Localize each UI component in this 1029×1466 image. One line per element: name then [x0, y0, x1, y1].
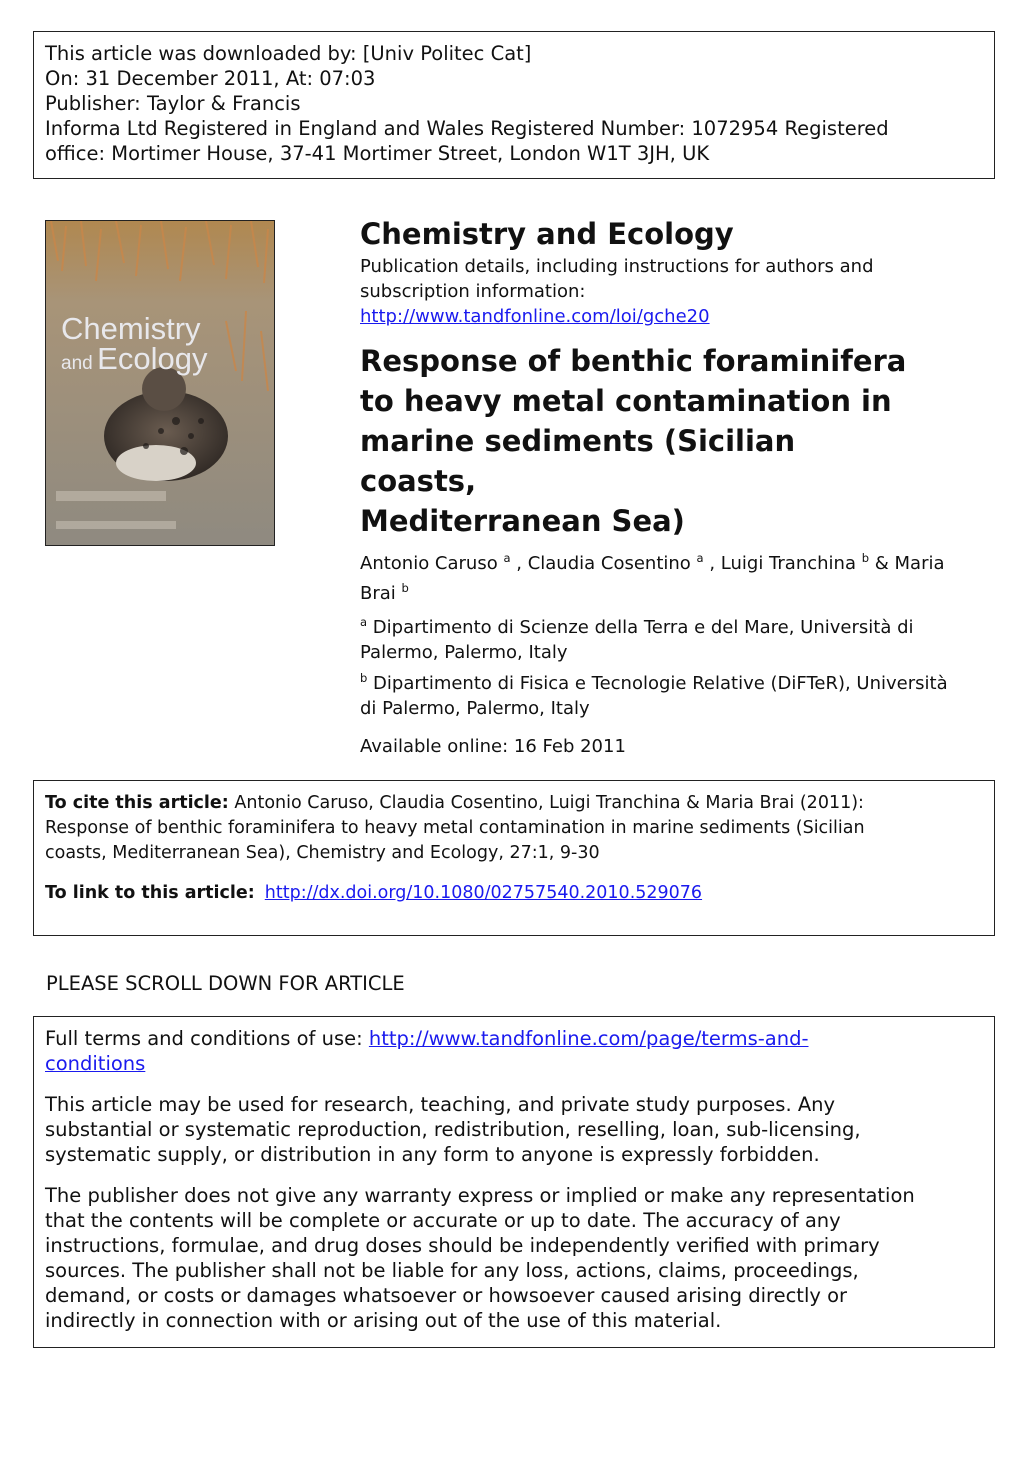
article-title	[360, 341, 920, 541]
author-name[interactable]: Antonio Caruso	[360, 553, 498, 574]
author-affiliation-mark: a	[696, 551, 704, 565]
affiliation-b	[360, 671, 990, 721]
citation-text: Antonio Caruso, Claudia Cosentino, Luigi Tranchina & Maria Brai (2011):	[234, 793, 864, 813]
paragraph-line: instructions, formulae, and drug doses should be independently verified with primary	[45, 1234, 880, 1257]
warranty-paragraph	[45, 1183, 983, 1333]
cite-label: To cite this article:	[45, 793, 229, 813]
author-separator: &	[869, 553, 895, 574]
details-line: Publication details, including instructions for authors and	[360, 256, 874, 277]
paragraph-line: systematic supply, or distribution in any form to anyone is expressly forbidden.	[45, 1143, 820, 1166]
doi-link[interactable]: http://dx.doi.org/10.1080/02757540.2010.529076	[264, 883, 703, 903]
scroll-notice: PLEASE SCROLL DOWN FOR ARTICLE	[46, 972, 405, 995]
publisher: Publisher: Taylor & Francis	[45, 92, 301, 115]
article-title-line: Mediterranean Sea)	[360, 504, 685, 538]
author-name[interactable]: Claudia Cosentino	[527, 553, 691, 574]
affiliation-text: di Palermo, Palermo, Italy	[360, 698, 590, 719]
paragraph-line: demand, or costs or damages whatsoever or howsoever caused arising directly or	[45, 1284, 848, 1307]
author-affiliation-mark: a	[503, 551, 511, 565]
available-online-date: Available online: 16 Feb 2011	[360, 736, 626, 757]
affiliation-text: Dipartimento di Fisica e Tecnologie Relative (DiFTeR), Università	[373, 673, 948, 694]
author-list	[360, 549, 990, 609]
download-line: This article was downloaded by: [Univ Politec Cat]	[45, 42, 532, 65]
citation-text: Response of benthic foraminifera to heavy metal contamination in marine sediments (Sicilian	[45, 818, 865, 838]
article-info	[360, 216, 990, 759]
terms-box	[33, 1016, 995, 1348]
affiliation-a	[360, 615, 990, 665]
journal-title: Chemistry and Ecology	[360, 217, 734, 251]
citation-box	[33, 780, 995, 936]
paragraph-line: The publisher does not give any warranty express or implied or make any representation	[45, 1184, 915, 1207]
paragraph-line: This article may be used for research, teaching, and private study purposes. Any	[45, 1093, 836, 1116]
author-separator: ,	[510, 553, 528, 574]
article-title-line: Response of benthic foraminifera	[360, 344, 907, 378]
paragraph-line: sources. The publisher shall not be liable for any loss, actions, claims, proceedings,	[45, 1259, 859, 1282]
author-affiliation-mark: b	[401, 581, 409, 595]
affiliation-text: Dipartimento di Scienze della Terra e del Mare, Università di	[372, 617, 914, 638]
registration-line: Informa Ltd Registered in England and Wales Registered Number: 1072954 Registered	[45, 117, 889, 140]
paragraph-line: indirectly in connection with or arising out of the use of this material.	[45, 1309, 722, 1332]
citation-text: coasts, Mediterranean Sea), Chemistry and Ecology, 27:1, 9-30	[45, 843, 600, 863]
usage-paragraph	[45, 1092, 983, 1167]
paragraph-line: substantial or systematic reproduction, redistribution, reselling, loan, sub-licensing,	[45, 1118, 861, 1141]
affiliation-mark: b	[360, 671, 368, 685]
publication-details	[360, 254, 990, 329]
link-label: To link to this article:	[45, 883, 255, 903]
affiliation-mark: a	[360, 615, 368, 629]
office-address: office: Mortimer House, 37-41 Mortimer Street, London W1T 3JH, UK	[45, 142, 710, 165]
author-separator: ,	[703, 553, 721, 574]
details-line: subscription information:	[360, 281, 586, 302]
cover-title-ecology: Ecology	[97, 341, 208, 376]
author-name[interactable]: Maria	[894, 553, 945, 574]
terms-intro: Full terms and conditions of use:	[45, 1027, 363, 1050]
download-date: On: 31 December 2011, At: 07:03	[45, 67, 376, 90]
terms-url-link[interactable]: conditions	[45, 1052, 146, 1075]
terms-url-link[interactable]: http://www.tandfonline.com/page/terms-and-	[368, 1027, 809, 1050]
cover-title-and: and	[61, 353, 93, 374]
author-name[interactable]: Luigi Tranchina	[720, 553, 856, 574]
affiliation-text: Palermo, Palermo, Italy	[360, 642, 568, 663]
article-title-line: to heavy metal contamination in	[360, 384, 892, 418]
download-notice-box	[33, 31, 995, 179]
paragraph-line: that the contents will be complete or accurate or up to date. The accuracy of any	[45, 1209, 841, 1232]
author-affiliation-mark: b	[861, 551, 870, 565]
article-title-line: marine sediments (Sicilian coasts,	[360, 424, 796, 498]
journal-cover-image	[45, 220, 275, 546]
author-name[interactable]: Brai	[360, 583, 396, 604]
journal-url-link[interactable]: http://www.tandfonline.com/loi/gche20	[360, 306, 710, 327]
cover-title-chemistry: Chemistry	[61, 311, 201, 346]
